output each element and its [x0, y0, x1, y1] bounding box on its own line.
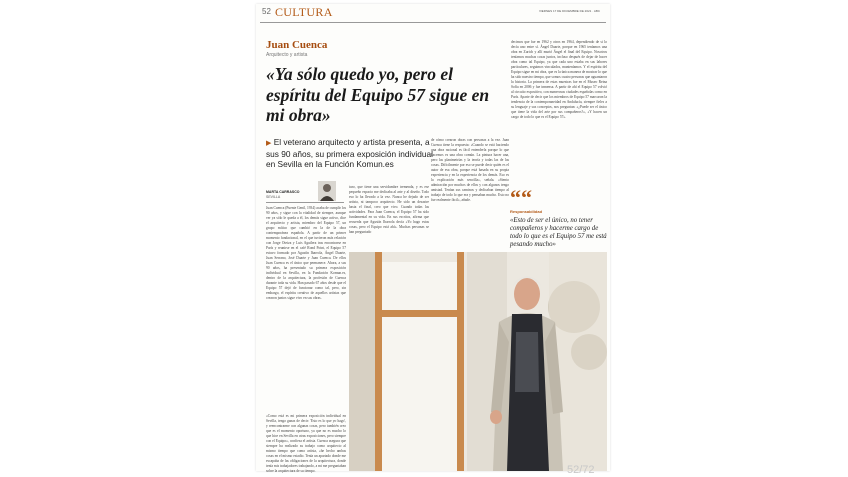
- interviewee-role: Arquitecto y artista: [266, 52, 308, 58]
- pullquote-label: Responsabilidad: [510, 209, 543, 214]
- article-column-2: turo, que tiene una servidumbre tremenda, y es ese pequeño espacio me dedicaba al arte y al diseño. Todo eso lo ha llevado a la vez. Nunca he dejado de ser artista, ni tampoco arquitecto. He sido un desastre hasta el final, creo que vivo. Cuando todas las actividades. Para Juan Cuenca, el Equipo 57 ha sido fundamental en su vida. En sus escritos, afirma que recuerda que Agustín Ibarrola decía «Yo hago estas cosas, pero el Equipo está ahí». Muchas personas se han preguntado: [349, 185, 429, 234]
- article-column-1: Juan Cuenca (Puente Genil, 1934) acaba de cumplir los 90 años, y sigue con la vitalidad de siempre, aunque ver ya sólo le queda a él, los demás sigue activo, dice el arquitecto y artista, miembro del Equipo 57, un grupo mítico que cambió en la de la obra contemporánea española. A partir de un primer momento fundacional, en el que tuvieron más relación con Jorge Oteiza y Luis Aguilera tras encontrarse en París y reunirse en el café Rond Point, el Equipo 57 estuvo formado por Agustín Ibarrola, Ángel Duarte, Juan Serrano, José Duarte y Juan Cuenca. De ellos Juan Cuenca es el único que permanece. Ahora, a sus 90 años, ha presentado su primera exposición individual en Sevilla, en la Fundación Komun.es, dentro de la arquitectura, la profesión de Cuenca durante toda su vida. Han pasado 67 años desde que el Equipo 57 dejó de funcionar como tal, pero, sin embargo, el espíritu creativo de aquellos artistas que crearon juntos sigue vivo en sus obras.: [266, 206, 346, 300]
- date-line: VIERNES 17 DE DICIEMBRE DE 2021 · ABC: [538, 9, 600, 13]
- interviewee-name: Juan Cuenca: [266, 39, 328, 51]
- section-title: CULTURA: [275, 5, 333, 19]
- page-counter: 52/72: [567, 464, 595, 476]
- article-column-4: decimos que fue en 1962 y otros en 1964, dependiendo de si lo decía uno entre sí. Ángel Duarte, porque en 1965 teníamos una obra en Zurich y allí murió Ángel el final del Equipo. Nosotros teníamos muchas cosas juntos, incluso después de dejar de hacer obra como tal Equipo, ya que cada uno estaba en sus labores particulares, seguimos vinculados, manteníamos. Y el espíritu del Equipo sigue en mi obra, que es la única manera de mostrar lo que ha sido nuestro tiempo, que somos cuatro personas que aguantaron la historia. La primera de estas muestras fue en el Museo Reina Sofía en 2006 y fue inmensa. A partir de ahí el Equipo 57 volvió al circuito expositivo, con numerosas ciudades españolas como en París. Aparte de decir que los miembros de Equipo 57 marcaron la tendencia de la contemporaneidad en Andalucía, siempre fieles a su lenguaje y sus conceptos, nos preguntan: «¿Puede ser el único que tiene la vida del arte por sus compañeros?», «Y hacen un cargo de todo lo que es el Equipo 57».: [511, 40, 608, 119]
- pullquote: [510, 185, 608, 249]
- byline-name: MARTA CARRASCO: [266, 190, 300, 194]
- triangle-marker-icon: ▶: [266, 140, 272, 147]
- byline-rule: [266, 202, 344, 203]
- byline-city: SEVILLA: [266, 195, 281, 199]
- artist-photo: [349, 252, 607, 471]
- header-rule: [260, 22, 606, 23]
- article-column-1b: «Como está es mi primera exposición individual en Sevilla, tengo ganas de decir: 'Esto es lo que yo hago', y reencontrarme con algunas cosas, pero también creo que es el momento oportuno, ya que no es mucho lo que hice en Sevilla en otras exposiciones, pero siempre con el Equipo», confiesa el artista. Cuenca asegura que siempre ha realizado su trabajo como arquitecto al mismo tiempo que como artista, «he hecho ambas cosas en el mismo estadio. Tenía un apartado donde me escapaba de las obligaciones de la arquitectura, donde tenía mis trabajadores trabajando, a mi me preguntaban sobre la arquitectura de su tiempo.: [266, 414, 346, 473]
- newspaper-page: [256, 4, 610, 471]
- author-photo: [318, 181, 336, 201]
- article-column-3: de cómo crearon obras con personas a la vez. Juan Cuenca tiene la respuesta: «Cuando se está haciendo una obra racional es fácil entenderla porque lo que hacemos es una obra común. La pintura hacer una, pero las planimetrías y la teoría y todas las de las cosas. Difícilmente por eso se puede decir quién es el autor de esa obra, porque está basada en su propia experiencia y en la experiencia de los demás. Eso es la explicación más sencilla», señala. «Siento admiración por muchos de ellos y con algunos tengo amistad. Tenían sus caminos y dedicaban tiempo al trabajo de todo lo que era y pensaban mucho. Esto no fue realmente fácil», añade.: [431, 138, 509, 202]
- headline: «Ya sólo quedo yo, pero el espíritu del Equipo 57 sigue en mi obra»: [266, 64, 490, 125]
- subheadline: [266, 137, 436, 169]
- quote-mark-icon: ““: [510, 185, 532, 210]
- page-number: 52: [262, 7, 271, 16]
- pullquote-text: «Esto de ser el único, no tener compañeros y hacerme cargo de todo lo que es el Equipo 57 me está pesando mucho»: [510, 217, 607, 248]
- subheadline-text: El veterano arquitecto y artista presenta, a sus 90 años, su primera exposición individual en Sevilla en la Función Komun.es: [266, 137, 433, 169]
